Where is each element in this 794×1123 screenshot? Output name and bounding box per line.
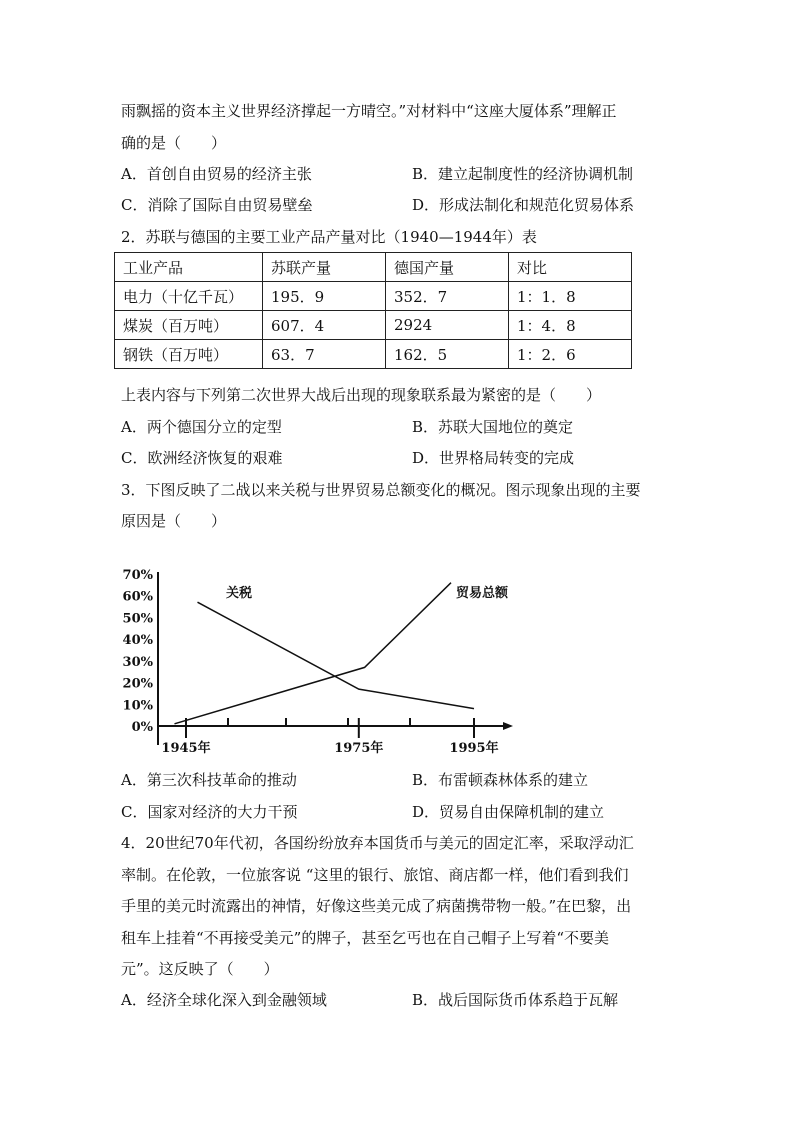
q3-option-c[interactable]: C．国家对经济的大力干预	[121, 803, 298, 821]
y-tick-labels	[123, 568, 154, 735]
q1-option-c[interactable]: C．消除了国际自由贸易壁垒	[121, 196, 313, 214]
table-cell: 195．9	[263, 282, 386, 311]
table-header-cell: 苏联产量	[263, 253, 386, 282]
x-tick-label: 1975年	[334, 741, 384, 756]
q3-option-b[interactable]: B．布雷顿森林体系的建立	[412, 771, 589, 789]
trade-series-label: 贸易总额	[456, 586, 509, 601]
q2-option-d[interactable]: D．世界格局转变的完成	[412, 449, 575, 467]
table-row	[115, 282, 632, 311]
x-tick-label: 1945年	[161, 741, 211, 756]
q2-question: 上表内容与下列第二次世界大战后出现的现象联系最为紧密的是（ ）	[121, 386, 602, 404]
table-cell: 162．5	[386, 340, 509, 369]
tariff-series-line	[198, 602, 475, 708]
tariff-trade-chart	[118, 560, 518, 765]
q4-stem-line-5: 元”。这反映了（ ）	[121, 960, 279, 978]
table-cell: 电力（十亿千瓦）	[115, 282, 263, 311]
x-tick-labels	[161, 740, 498, 756]
y-tick-label: 0%	[131, 720, 153, 735]
q4-option-b[interactable]: B．战后国际货币体系趋于瓦解	[412, 991, 619, 1009]
q4-stem-line-2: 率制。在伦敦，一位旅客说 “这里的银行、旅馆、商店都一样，他们看到我们	[121, 866, 629, 884]
table-cell: 1：4．8	[509, 311, 632, 340]
q1-stem-line-1: 雨飘摇的资本主义世界经济撑起一方晴空。”对材料中“这座大厦体系”理解正	[121, 102, 617, 120]
y-tick-label: 50%	[122, 611, 153, 627]
chart-series	[175, 583, 475, 724]
tariff-series-label: 关税	[226, 586, 253, 601]
table-cell: 钢铁（百万吨）	[115, 340, 263, 369]
y-tick-label: 70%	[122, 568, 153, 583]
table-row	[115, 311, 632, 340]
q4-option-a[interactable]: A．经济全球化深入到金融领域	[121, 991, 327, 1009]
table-row	[115, 340, 632, 369]
q2-option-a[interactable]: A．两个德国分立的定型	[121, 418, 282, 436]
y-tick-label: 20%	[122, 676, 153, 692]
q2-title: 2．苏联与德国的主要工业产品产量对比（1940—1944年）表	[121, 228, 537, 246]
table-cell: 1：2．6	[509, 340, 632, 369]
series-labels	[226, 585, 509, 601]
x-axis-arrow	[503, 722, 513, 730]
table-cell: 352．7	[386, 282, 509, 311]
table-header-cell: 德国产量	[386, 253, 509, 282]
x-tick-label: 1995年	[449, 741, 499, 756]
y-tick-label: 10%	[122, 698, 153, 714]
table-cell: 煤炭（百万吨）	[115, 311, 263, 340]
q4-stem-line-1: 4．20世纪70年代初，各国纷纷放弃本国货币与美元的固定汇率，采取浮动汇	[121, 834, 634, 852]
production-table	[114, 252, 632, 369]
q3-stem-line-2: 原因是（ ）	[121, 512, 227, 530]
y-tick-label: 40%	[122, 633, 153, 649]
y-tick-label: 30%	[122, 654, 153, 670]
table-cell: 607．4	[263, 311, 386, 340]
q2-option-c[interactable]: C．欧洲经济恢复的艰难	[121, 449, 283, 467]
table-cell: 1：1．8	[509, 282, 632, 311]
q4-stem-line-4: 租车上挂着“不再接受美元”的牌子，甚至乞丐也在自己帽子上写着“不要美	[121, 929, 610, 947]
q1-option-a[interactable]: A．首创自由贸易的经济主张	[121, 165, 312, 183]
table-header-row	[115, 253, 632, 282]
table-header-cell: 工业产品	[115, 253, 263, 282]
table-cell: 63．7	[263, 340, 386, 369]
q1-stem-line-2: 确的是（ ）	[121, 134, 227, 152]
q1-option-b[interactable]: B．建立起制度性的经济协调机制	[412, 165, 634, 183]
q3-option-a[interactable]: A．第三次科技革命的推动	[121, 771, 297, 789]
q1-option-d[interactable]: D．形成法制化和规范化贸易体系	[412, 196, 635, 214]
q4-stem-line-3: 手里的美元时流露出的神情，好像这些美元成了病菌携带物一般。”在巴黎，出	[121, 897, 632, 915]
table-cell: 2924	[386, 311, 509, 340]
q3-stem-line-1: 3．下图反映了二战以来关税与世界贸易总额变化的概况。图示现象出现的主要	[121, 481, 641, 499]
q3-option-d[interactable]: D．贸易自由保障机制的建立	[412, 803, 605, 821]
y-tick-label: 60%	[122, 589, 153, 605]
trade-series-line	[175, 583, 452, 724]
table-header-cell: 对比	[509, 253, 632, 282]
q2-option-b[interactable]: B．苏联大国地位的奠定	[412, 418, 574, 436]
